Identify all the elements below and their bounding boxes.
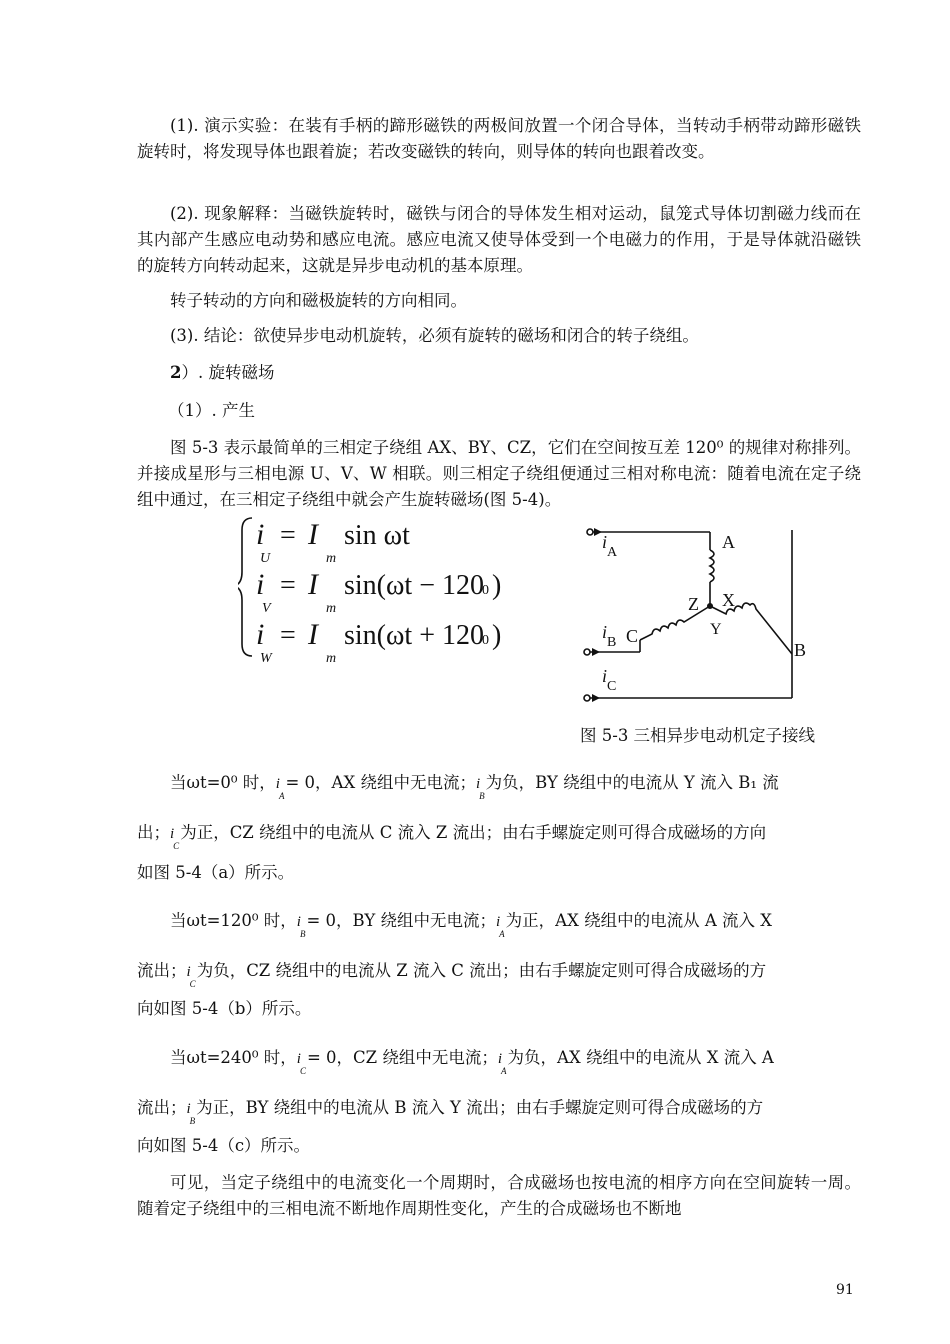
coil-by — [710, 603, 792, 654]
case3-line2: 流出；$i_B$为正，BY 绕组中的电流从 B 流入 Y 流出；由右手螺旋定则可得合成磁场的方 — [137, 1098, 764, 1126]
case3-line1: 当ωt=240⁰ 时，$i_C= 0$，CZ 绕组中无电流；$i_A$为负，AX 绕组中的电流从 X 流入 A — [170, 1048, 774, 1076]
section-heading-rotating-field: 2）. 旋转磁场 — [170, 363, 275, 382]
eq2-sub: V — [262, 601, 271, 616]
subsection-heading-generation: （1）. 产生 — [168, 401, 255, 420]
paragraph-conclusion: (3). 结论：欲使异步电动机旋转，必须有旋转的磁场和闭合的转子绕组。 — [170, 326, 699, 345]
terminal-c — [584, 649, 590, 655]
case1-line2: 出；$i_C$为正，CZ 绕组中的电流从 C 流入 Z 流出；由右手螺旋定则可得合成磁场的方向 — [137, 823, 767, 851]
eq1-rhs: sin ωt — [344, 520, 410, 551]
eq3-degree: 0 — [482, 633, 489, 648]
page-number: 91 — [836, 1282, 854, 1298]
eq1-i: i — [256, 518, 265, 551]
label-ic: i — [602, 666, 608, 686]
eq3-rhs: sin(ωt + 120 — [344, 620, 484, 651]
eq2-equals: = — [280, 570, 296, 601]
terminal-b — [584, 695, 590, 701]
eq2-I: I — [308, 568, 318, 601]
paragraph-demo: (1). 演示实验：在装有手柄的蹄形磁铁的两极间放置一个闭合导体，当转动手柄带动蹄形磁铁旋转时，将发现导体也跟着旋；若改变磁铁的转向，则导体的转向也跟着改变。 — [137, 116, 861, 161]
eq3-sub: W — [260, 651, 272, 662]
arrow-b — [592, 694, 600, 702]
label-ia-sub: A — [607, 545, 618, 560]
eq1-equals: = — [280, 520, 296, 551]
arrow-c — [592, 648, 600, 656]
eq2-degree: 0 — [482, 583, 489, 598]
paragraph-figure-intro: 图 5-3 表示最简单的三相定子绕组 AX、BY、CZ，它们在空间按互差 120⁰ 的规律对称排列。并接成星形与三相电源 U、V、W 相联。则三相定子绕组便通过三相对称电流：随着电流在定子绕组中通过，在三相定子绕组中就会产生旋转磁场(图 5-4)。 — [137, 438, 861, 509]
eq3-equals: = — [280, 620, 296, 651]
eq2-m: m — [326, 601, 337, 616]
eq1-sub: U — [260, 551, 271, 566]
label-ib-sub: B — [607, 635, 617, 650]
label-x: X — [722, 590, 735, 610]
coil-ax — [710, 550, 714, 582]
eq1-I: I — [308, 518, 318, 551]
case1-line1: 当ωt=0⁰ 时，$i_A= 0$，AX 绕组中无电流；$i_B$为负，BY 绕组中的电流从 Y 流入 B₁ 流 — [170, 773, 779, 801]
case2-line2: 流出；$i_C$为负，CZ 绕组中的电流从 Z 流入 C 流出；由右手螺旋定则可得合成磁场的方 — [137, 961, 767, 989]
eq3-i: i — [256, 618, 265, 651]
terminal-a — [587, 529, 593, 535]
label-a: A — [722, 532, 735, 552]
paragraph-conclusion-rotation: 可见，当定子绕组中的电流变化一个周期时，合成磁场也按电流的相序方向在空间旋转一周。随着定子绕组中的三相电流不断地作周期性变化，产生的合成磁场也不断地 — [137, 1173, 861, 1218]
eq2-i: i — [256, 568, 265, 601]
eq3-m: m — [326, 651, 337, 662]
case1-line3: 如图 5-4（a）所示。 — [137, 863, 295, 882]
case2-line1: 当ωt=120⁰ 时，$i_B= 0$，BY 绕组中无电流；$i_A$为正，AX 绕组中的电流从 A 流入 X — [170, 911, 772, 939]
paragraph-explanation: (2). 现象解释：当磁铁旋转时，磁铁与闭合的导体发生相对运动，鼠笼式导体切割磁力线而在其内部产生感应电动势和感应电流。感应电流又使导体受到一个电磁力的作用，于是导体就沿磁铁的旋转方向转动起来，这就是异步电动机的基本原理。 — [137, 204, 861, 275]
label-ic-sub: C — [607, 679, 617, 694]
left-brace — [238, 518, 252, 656]
case3-line3: 向如图 5-4（c）所示。 — [137, 1136, 311, 1155]
figure-caption: 图 5-3 三相异步电动机定子接线 — [580, 726, 816, 745]
stator-wiring-diagram — [580, 520, 810, 710]
case2-line3: 向如图 5-4（b）所示。 — [137, 999, 312, 1018]
label-z: Z — [688, 594, 699, 614]
coil-cz — [640, 606, 710, 640]
current-equations — [238, 512, 538, 662]
eq3-I: I — [308, 618, 318, 651]
neutral-point — [707, 603, 713, 609]
arrow-a — [594, 528, 602, 536]
eq3-close: ) — [492, 620, 502, 651]
label-y: Y — [710, 621, 722, 638]
label-ia: i — [602, 532, 608, 552]
label-ib: i — [602, 622, 608, 642]
label-b: B — [794, 640, 807, 660]
eq2-close: ) — [492, 570, 502, 601]
paragraph-direction: 转子转动的方向和磁极旋转的方向相同。 — [170, 291, 467, 310]
eq1-m: m — [326, 551, 337, 566]
eq2-rhs: sin(ωt − 120 — [344, 570, 484, 601]
label-c: C — [626, 626, 639, 646]
